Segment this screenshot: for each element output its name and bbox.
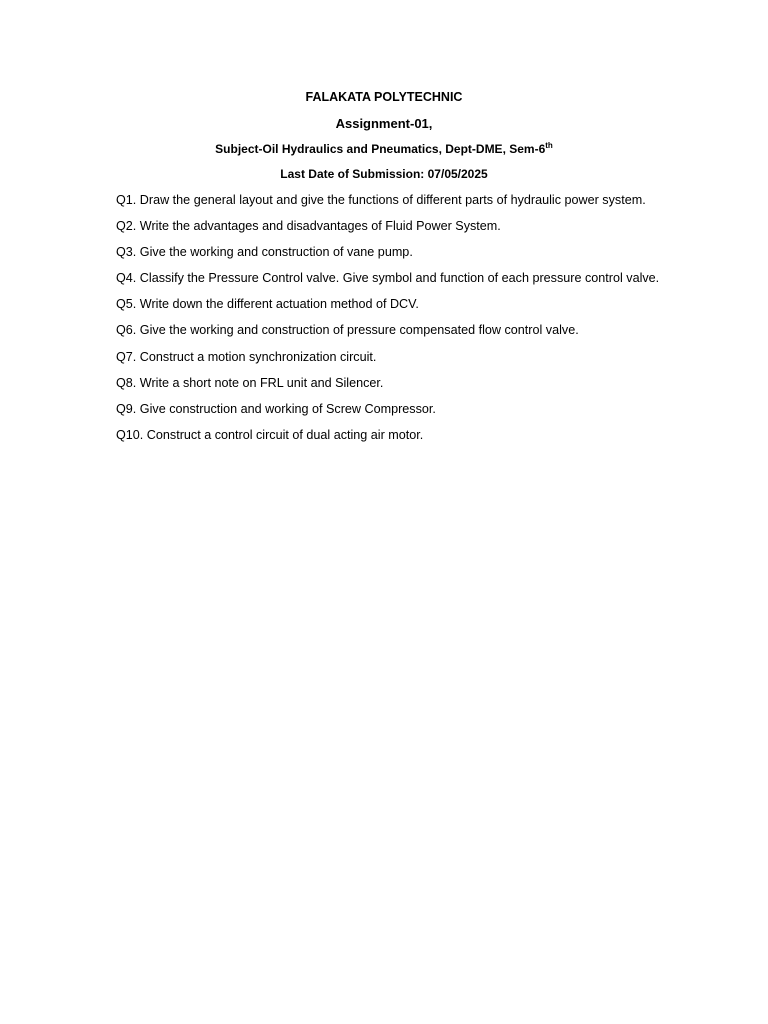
semester-suffix: th [545,141,553,150]
assignment-title: Assignment-01, [335,116,433,131]
question-item: Q7. Construct a motion synchronization circuit. [116,349,377,364]
question-item: Q1. Draw the general layout and give the functions of different parts of hydraulic power system. [116,193,646,207]
question-item: Q3. Give the working and construction of vane pump. [116,245,413,260]
question-item: Q6. Give the working and construction of pressure compensated flow control valve. [116,323,579,338]
question-item: Q8. Write a short note on FRL unit and Silencer. [116,375,384,390]
question-item: Q10. Construct a control circuit of dual acting air motor. [116,427,424,442]
subject-line [0,141,768,157]
question-item: Q2. Write the advantages and disadvantages of Fluid Power System. [116,219,501,234]
question-item: Q5. Write down the different actuation method of DCV. [116,297,419,312]
subject-text: Subject-Oil Hydraulics and Pneumatics, Dept-DME, Sem-6 [215,142,546,156]
institution-title: FALAKATA POLYTECHNIC [305,90,463,104]
question-list [116,192,736,453]
submission-deadline: Last Date of Submission: 07/05/2025 [280,167,488,181]
question-item: Q4. Classify the Pressure Control valve. Give symbol and function of each pressure control valve. [116,271,660,286]
question-item: Q9. Give construction and working of Screw Compressor. [116,401,436,416]
